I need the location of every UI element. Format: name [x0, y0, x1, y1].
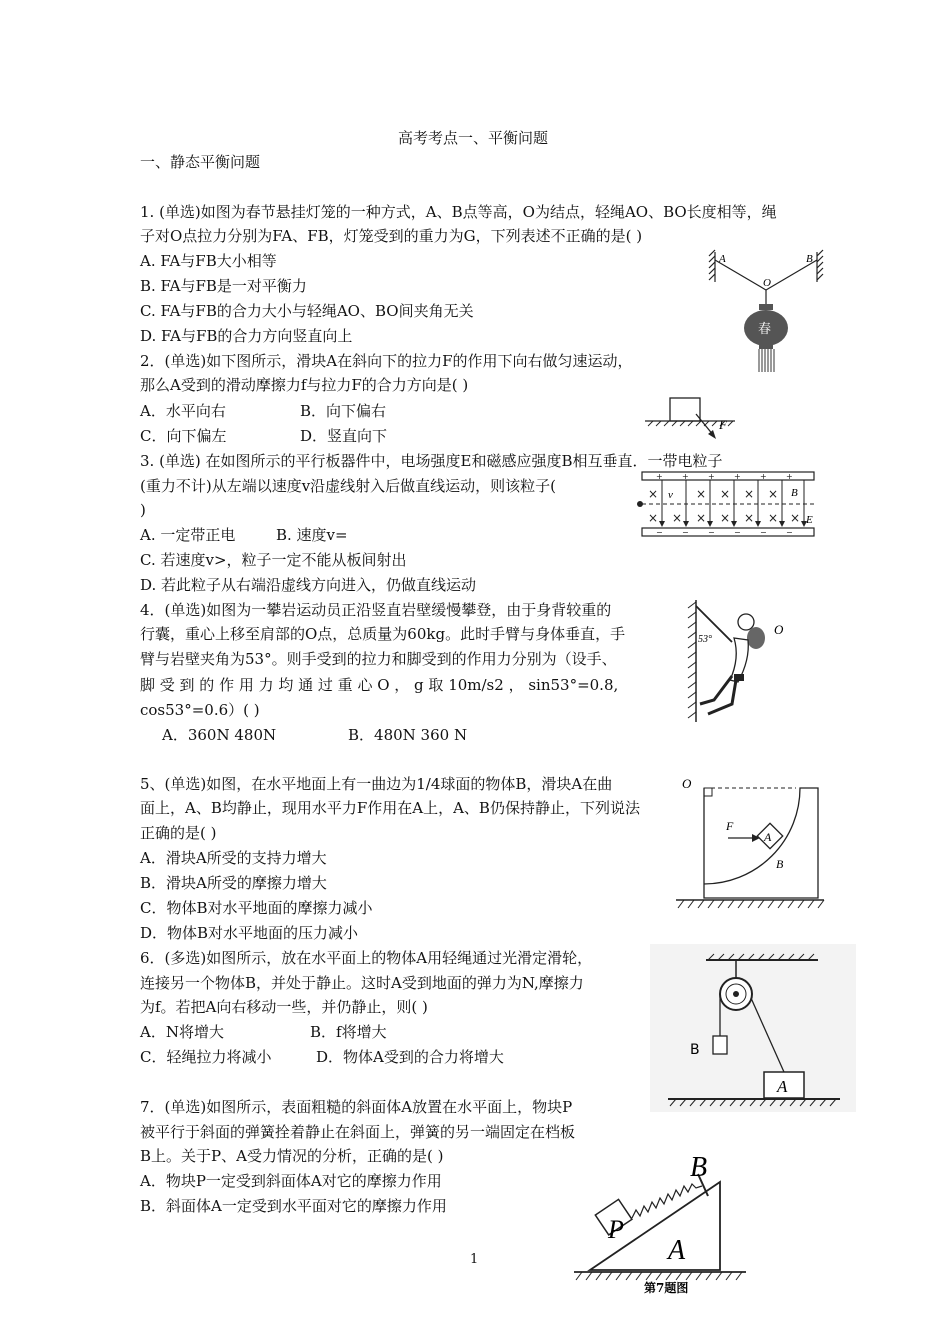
q7-line-1: 7．(单选)如图所示，表面粗糙的斜面体A放置在水平面上，物块P [140, 1098, 573, 1116]
plate-minus-2: − [682, 528, 689, 537]
plate-minus-1: − [656, 528, 663, 537]
page-title: 高考考点一、平衡问题 [398, 129, 549, 147]
climber-figure [684, 598, 794, 724]
lantern-label-o: O [763, 277, 771, 289]
pulley-label-a: A [777, 1077, 788, 1096]
cross-5: × [768, 487, 779, 501]
q4-line-5: cos53°=0.6）( ) [140, 701, 260, 719]
q2-option-d: D．竖直向下 [300, 427, 388, 445]
plate-label-e: E [806, 514, 813, 526]
cross-12: × [790, 511, 801, 525]
incline-label-p: P [608, 1215, 624, 1244]
plate-minus-3: − [708, 528, 715, 537]
plate-label-b: B [791, 487, 798, 499]
q4-line-1: 4．(单选)如图为一攀岩运动员正沿竖直岩壁缓慢攀登，由于身背较重的 [140, 601, 612, 619]
plate-plus-1: + [656, 472, 663, 481]
q6-line-3: 为f。若把A向右移动一些，并仍静止，则( ) [140, 998, 428, 1016]
q5-option-c: C．物体B对水平地面的摩擦力减小 [140, 899, 373, 917]
q6-option-d: D．物体A受到的合力将增大 [316, 1048, 504, 1066]
q6-option-c: C．轻绳拉力将减小 [140, 1048, 272, 1066]
page-number: 1 [470, 1252, 479, 1267]
lantern-label-b: B [806, 253, 813, 265]
q3-option-a: A. 一定带正电 [140, 526, 236, 544]
q5-option-d: D．物体B对水平地面的压力减小 [140, 924, 359, 942]
cross-8: × [696, 511, 707, 525]
cross-6: × [648, 511, 659, 525]
pulley-figure [650, 944, 856, 1112]
sphere-label-f: F [726, 819, 734, 833]
q1-option-b: B. FA与FB是一对平衡力 [140, 277, 307, 295]
q3-line-3: ) [140, 501, 146, 519]
q2-line-1: 2．(单选)如下图所示，滑块A在斜向下的拉力F的作用下向右做匀速运动， [140, 352, 633, 370]
q1-option-d: D. FA与FB的合力方向竖直向上 [140, 327, 353, 345]
q1-option-a: A. FA与FB大小相等 [140, 252, 277, 270]
cross-7: × [672, 511, 683, 525]
q6-option-a: A．N将增大 [140, 1023, 224, 1041]
cross-10: × [744, 511, 755, 525]
pulley-label-b: B [690, 1042, 700, 1058]
q1-line-2: 子对O点拉力分别为FA、FB，灯笼受到的重力为G，下列表述不正确的是( ) [140, 227, 643, 245]
q5-option-b: B．滑块A所受的摩擦力增大 [140, 874, 327, 892]
incline-label-a: A [668, 1235, 686, 1266]
q4-line-2: 行囊，重心上移至肩部的O点，总质量为60kg。此时手臂与身体垂直，手 [140, 625, 626, 643]
quarter-sphere-figure [674, 772, 826, 912]
plate-minus-5: − [760, 528, 767, 537]
plate-plus-4: + [734, 472, 741, 481]
q3-option-d: D. 若此粒子从右端沿虚线方向进入，仍做直线运动 [140, 576, 477, 594]
incline-caption: 第7题图 [644, 1281, 689, 1295]
q4-line-3: 臂与岩壁夹角为53°。则手受到的拉力和脚受到的作用力分别为（设手、 [140, 650, 617, 668]
plate-plus-3: + [708, 472, 715, 481]
parallel-plate-figure [636, 468, 820, 540]
q3-option-b: B. 速度v= [276, 526, 348, 544]
block-force-figure [640, 392, 740, 444]
q6-option-b: B．f将增大 [310, 1023, 387, 1041]
q1-line-1: 1. (单选)如图为春节悬挂灯笼的一种方式，A、B点等高，O为结点，轻绳AO、BO长度相等，绳 [140, 203, 777, 221]
q7-line-3: B上。关于P、A受力情况的分析，正确的是( ) [140, 1147, 444, 1165]
cross-3: × [720, 487, 731, 501]
plate-label-v: v [668, 489, 673, 501]
q3-line-2: (重力不计)从左端以速度v沿虚线射入后做直线运动，则该粒子( [140, 477, 557, 495]
sphere-label-b: B [776, 857, 784, 871]
plate-plus-2: + [682, 472, 689, 481]
q5-line-2: 面上，A、B均静止，现用水平力F作用在A上，A、B仍保持静止，下列说法 [140, 799, 640, 817]
cross-4: × [744, 487, 755, 501]
incline-label-b: B [690, 1152, 708, 1183]
q2-option-a: A．水平向右 [140, 402, 226, 420]
q2-option-c: C．向下偏左 [140, 427, 227, 445]
sphere-label-a: A [764, 830, 772, 844]
plate-plus-6: + [786, 472, 793, 481]
q7-line-2: 被平行于斜面的弹簧拴着静止在斜面上，弹簧的另一端固定在档板 [140, 1123, 576, 1141]
q3-option-c: C. 若速度v>，粒子一定不能从板间射出 [140, 551, 407, 569]
q5-line-1: 5、(单选)如图，在水平地面上有一曲边为1/4球面的物体B，滑块A在曲 [140, 775, 613, 793]
incline-spring-figure [570, 1148, 750, 1298]
q3-line-1: 3. (单选) 在如图所示的平行板器件中，电场强度E和磁感应强度B相互垂直．一带电粒子 [140, 452, 723, 470]
q4-line-4: 脚 受 到 的 作 用 力 均 通 过 重 心 O ， g 取 10m/s2 ， sin53°=0.8, [140, 676, 619, 694]
lantern-figure [705, 248, 830, 374]
q5-option-a: A．滑块A所受的支持力增大 [140, 849, 327, 867]
q6-line-1: 6．(多选)如图所示，放在水平面上的物体A用轻绳通过光滑定滑轮， [140, 949, 593, 967]
cross-2: × [696, 487, 707, 501]
plate-minus-4: − [734, 528, 741, 537]
sphere-label-o: O [682, 776, 692, 791]
q1-option-c: C. FA与FB的合力大小与轻绳AO、BO间夹角无关 [140, 302, 474, 320]
q4-option-a: A．360N 480N [162, 726, 277, 744]
q2-line-2: 那么A受到的滑动摩擦力f与拉力F的合力方向是( ) [140, 376, 469, 394]
climber-label-angle: 53° [698, 634, 712, 645]
lantern-label-a: A [719, 253, 726, 265]
cross-1: × [648, 487, 659, 501]
block-force-label-f: F [719, 417, 727, 432]
climber-label-o: O [774, 622, 784, 637]
q7-option-b: B．斜面体A一定受到水平面对它的摩擦力作用 [140, 1197, 447, 1215]
q2-option-b: B．向下偏右 [300, 402, 387, 420]
cross-11: × [768, 511, 779, 525]
q7-option-a: A．物块P一定受到斜面体A对它的摩擦力作用 [140, 1172, 442, 1190]
section-heading: 一、静态平衡问题 [140, 153, 261, 171]
lantern-char: 春 [758, 322, 772, 337]
q5-line-3: 正确的是( ) [140, 824, 217, 842]
q4-option-b: B．480N 360 N [348, 726, 468, 744]
cross-9: × [720, 511, 731, 525]
q6-line-2: 连接另一个物体B，并处于静止。这时A受到地面的弹力为N,摩擦力 [140, 974, 584, 992]
plate-plus-5: + [760, 472, 767, 481]
plate-minus-6: − [786, 528, 793, 537]
